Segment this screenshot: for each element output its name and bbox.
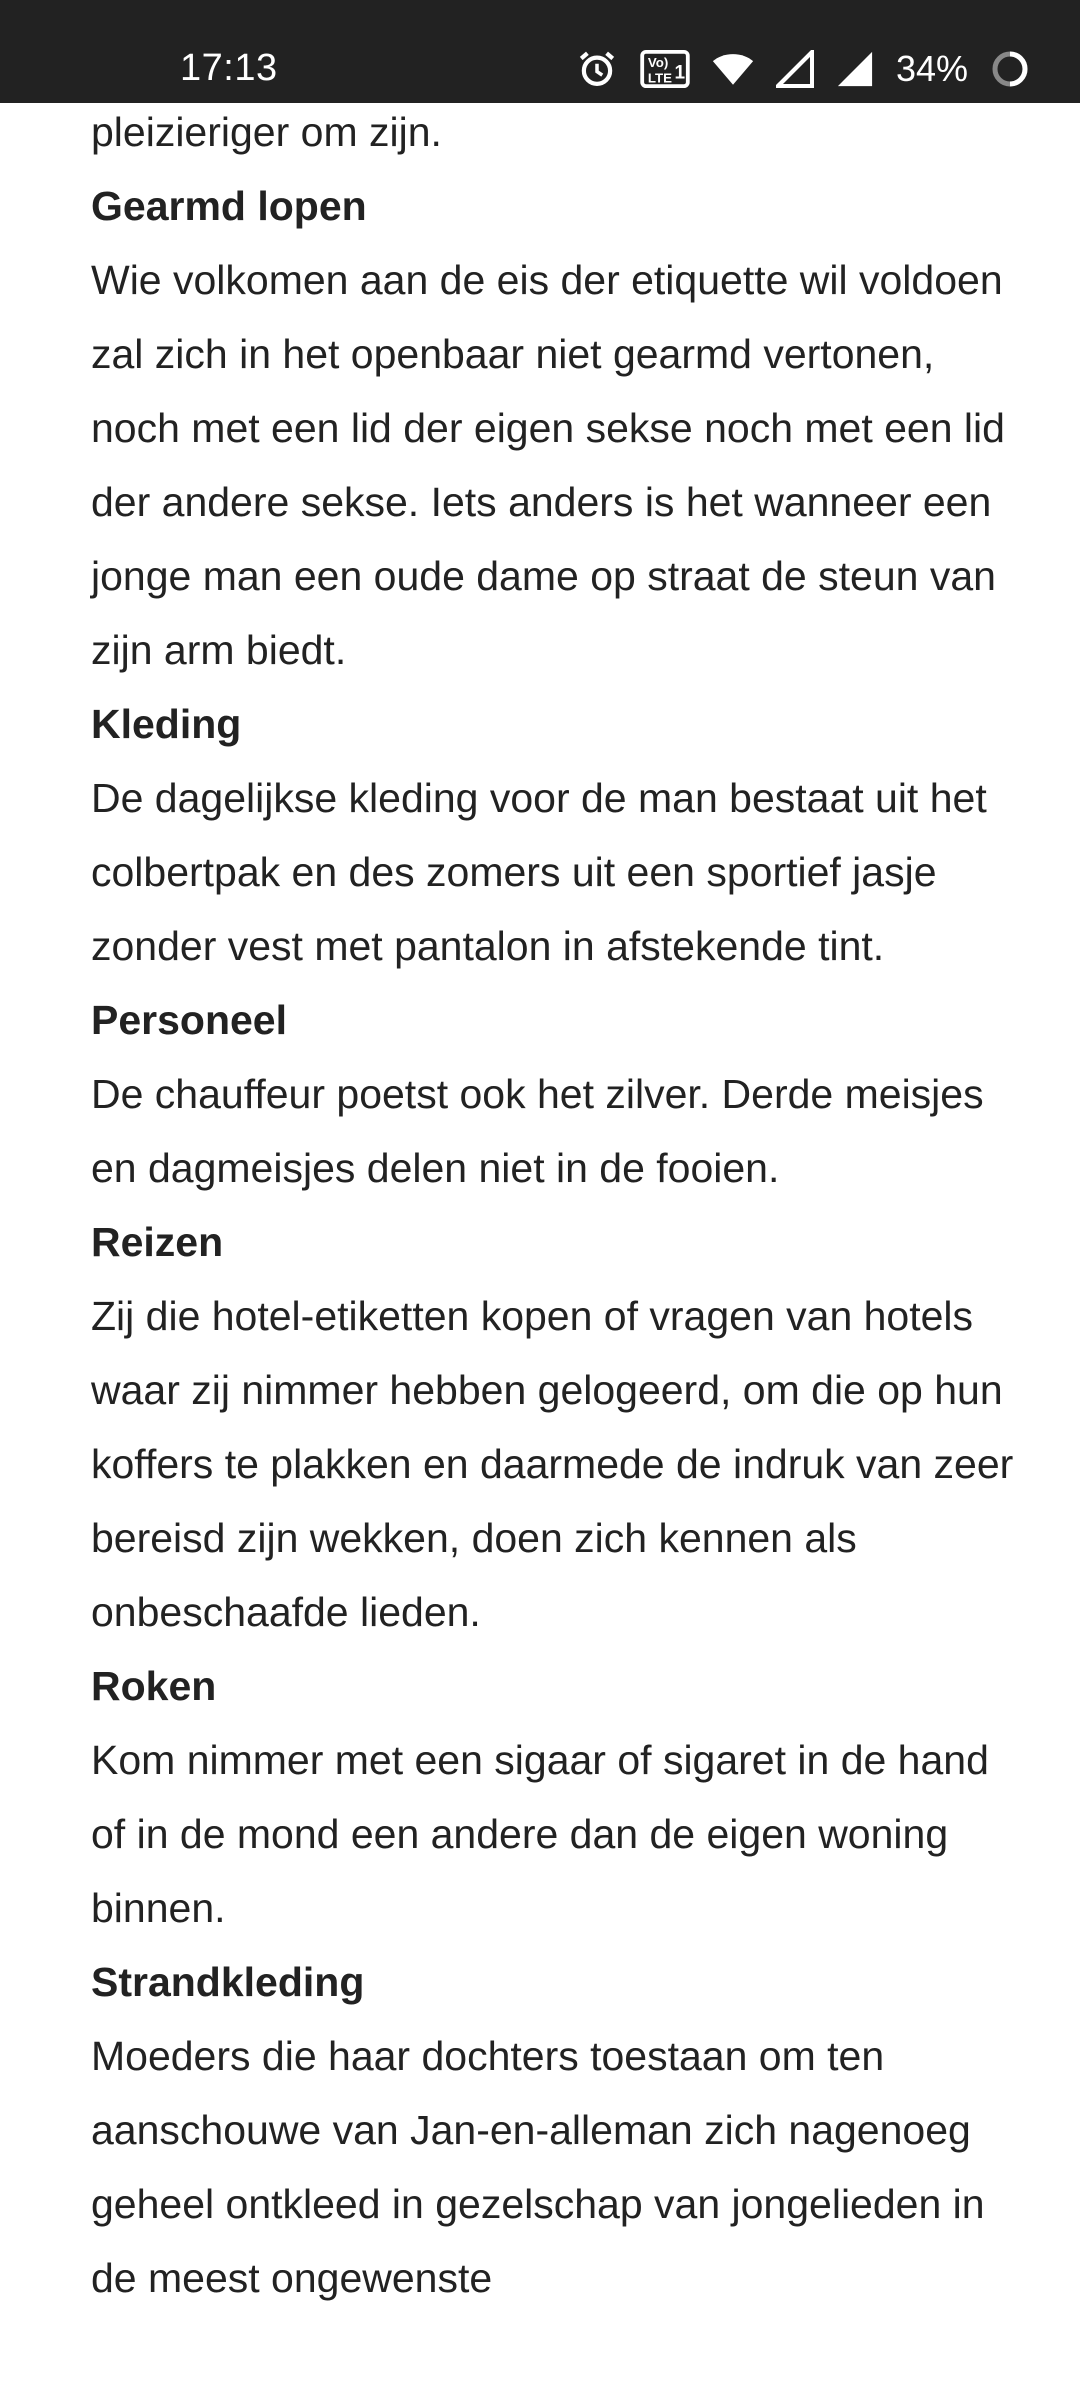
section-heading: Roken: [91, 1663, 217, 1709]
volte-icon: [640, 50, 690, 88]
section-heading: Kleding: [91, 701, 242, 747]
intro-text: pleizieriger om zijn.: [91, 109, 442, 155]
alarm-icon: [576, 48, 618, 90]
section-heading: Personeel: [91, 997, 287, 1043]
svg-text:Vo): Vo): [647, 54, 669, 70]
svg-text:1: 1: [674, 62, 686, 83]
section-heading: Reizen: [91, 1219, 224, 1265]
section-body: Wie volkomen aan de eis der etiquette wil voldoen zal zich in het openbaar niet gearmd vertonen, noch met een lid der eigen sekse noch met een lid der andere sekse. Iets anders is het wanneer een jonge man een oude dame op straat de steun van zijn arm biedt.: [91, 257, 1005, 673]
section-heading: Strandkleding: [91, 1959, 365, 2005]
status-icons: [576, 0, 1030, 103]
signal-icon: [776, 50, 814, 88]
battery-percentage: 34%: [895, 47, 968, 89]
section-heading: Gearmd lopen: [91, 183, 367, 229]
svg-text:LTE: LTE: [647, 69, 672, 85]
signal-icon: [836, 50, 874, 88]
battery-charging-icon: [990, 49, 1030, 89]
article-content: [91, 103, 1031, 2315]
status-time: 17:13: [180, 47, 278, 89]
status-bar: [0, 0, 1080, 103]
section-body: Kom nimmer met een sigaar of sigaret in de hand of in de mond een andere dan de eigen woning binnen.: [91, 1737, 989, 1931]
section-body: Zij die hotel-etiketten kopen of vragen van hotels waar zij nimmer hebben gelogeerd, om die op hun koffers te plakken en daarmede de indruk van zeer bereisd zijn wekken, doen zich kennen als onbeschaafde lieden.: [91, 1293, 1014, 1635]
wifi-icon: [712, 51, 754, 87]
section-body: De dagelijkse kleding voor de man bestaat uit het colbertpak en des zomers uit een sportief jasje zonder vest met pantalon in afstekende tint.: [91, 775, 987, 969]
section-body: De chauffeur poetst ook het zilver. Derde meisjes en dagmeisjes delen niet in de fooien.: [91, 1071, 984, 1191]
section-body: Moeders die haar dochters toestaan om ten aanschouwe van Jan-en-alleman zich nagenoeg geheel ontkleed in gezelschap van jongelieden in de meest ongewenste: [91, 2033, 985, 2301]
